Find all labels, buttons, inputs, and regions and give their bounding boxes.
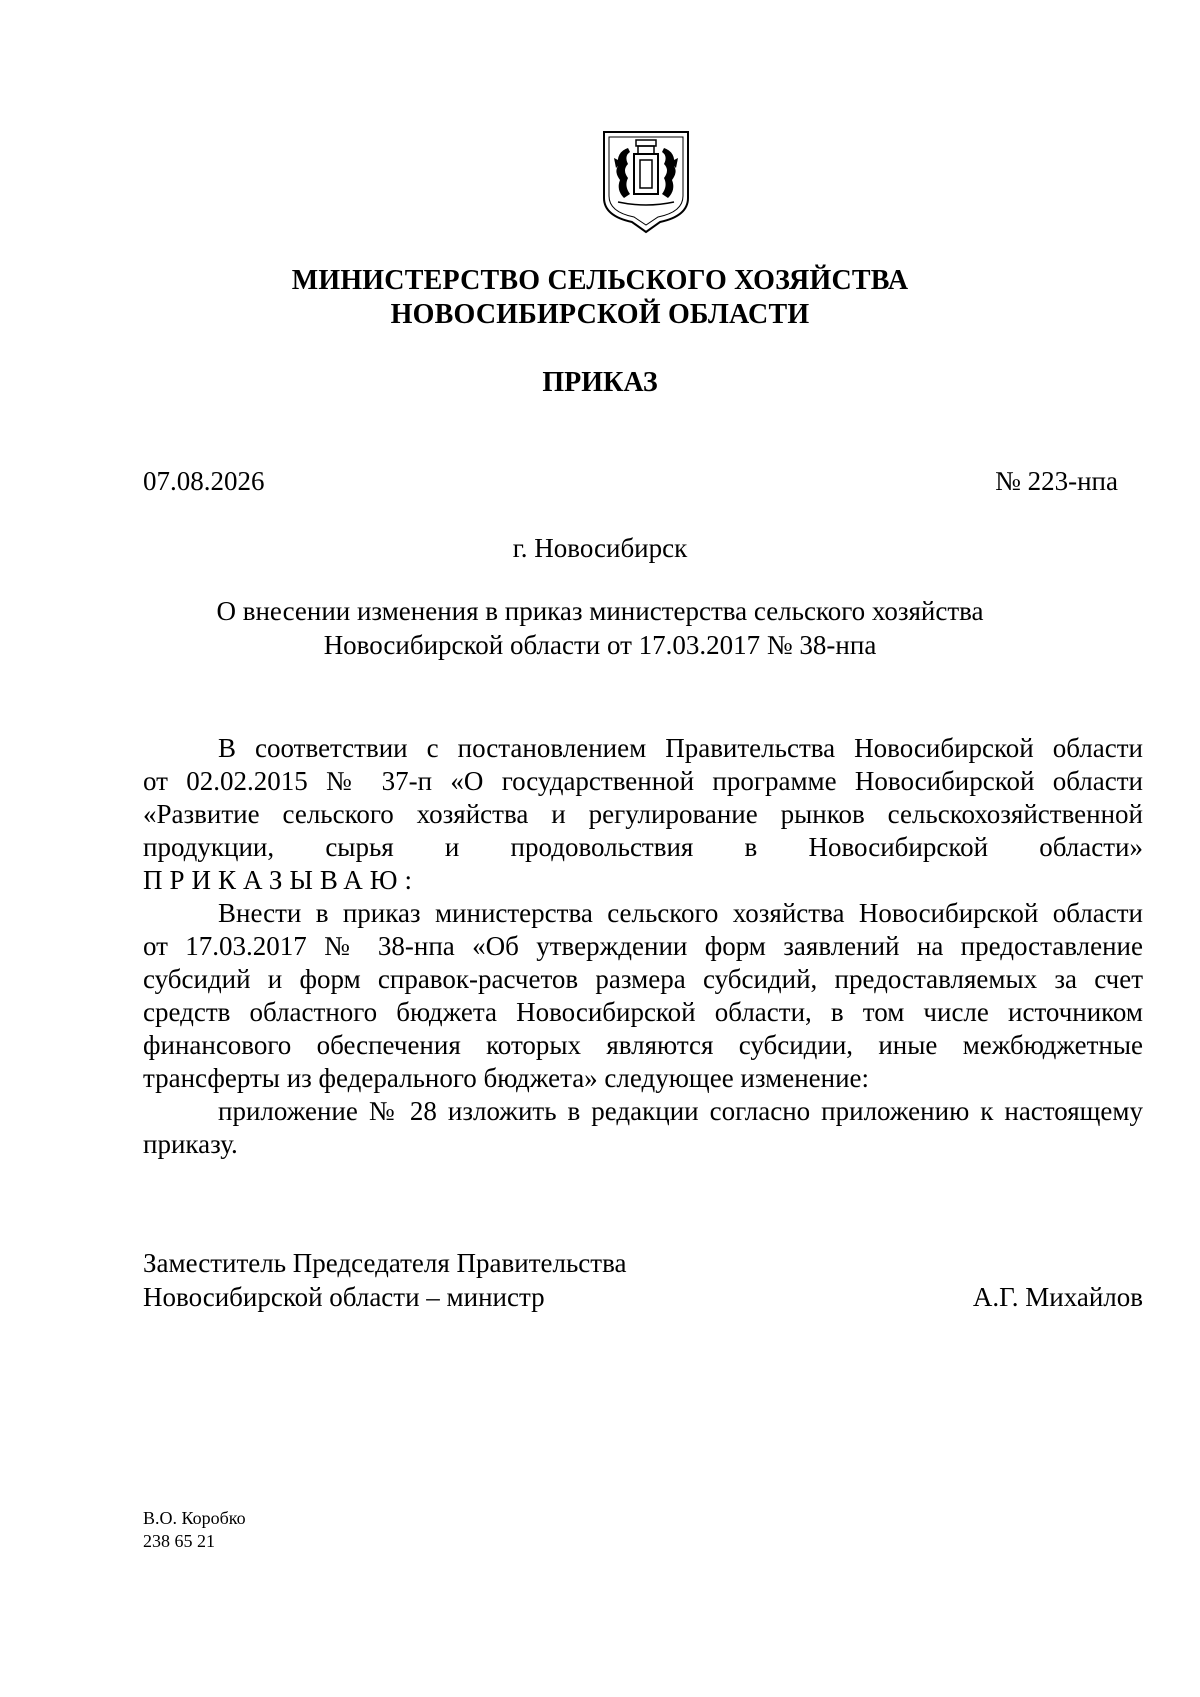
document-date: 07.08.2026 bbox=[143, 466, 265, 496]
body-paragraph-1-line-3: «Развитие сельского хозяйства и регулирование рынков сельскохозяйственной bbox=[143, 799, 1143, 829]
executor-name: В.О. Коробко bbox=[143, 1508, 246, 1528]
ministry-name-line-2: НОВОСИБИРСКОЙ ОБЛАСТИ bbox=[390, 299, 810, 330]
signatory-name: А.Г. Михайлов bbox=[972, 1282, 1143, 1312]
body-paragraph-2-line-3: субсидий и форм справок-расчетов размера субсидий, предоставляемых за счет bbox=[143, 964, 1143, 994]
body-paragraph-1-line-1: В соответствии с постановлением Правительства Новосибирской области bbox=[218, 733, 1143, 763]
body-paragraph-3-line-1: приложение № 28 изложить в редакции согласно приложению к настоящему bbox=[218, 1096, 1143, 1126]
body-paragraph-3-line-2: приказу. bbox=[143, 1129, 238, 1159]
document-city: г. Новосибирск bbox=[512, 533, 688, 563]
document-type: ПРИКАЗ bbox=[542, 367, 658, 398]
body-paragraph-2-line-4: средств областного бюджета Новосибирской области, в том числе источником bbox=[143, 997, 1143, 1027]
subject-line-1: О внесении изменения в приказ министерства сельского хозяйства bbox=[216, 596, 984, 626]
subject-line-2: Новосибирской области от 17.03.2017 № 38-нпа bbox=[323, 630, 877, 660]
document-number: № 223-нпа bbox=[995, 466, 1118, 496]
body-paragraph-2-line-1: Внести в приказ министерства сельского хозяйства Новосибирской области bbox=[218, 898, 1143, 928]
signatory-title-line-1: Заместитель Председателя Правительства bbox=[143, 1248, 627, 1278]
body-paragraph-1-line-4: продукции, сырья и продовольствия в Новосибирской области» bbox=[143, 832, 1143, 862]
order-keyword: ПРИКАЗЫВАЮ: bbox=[143, 865, 419, 895]
body-paragraph-1-line-2: от 02.02.2015 № 37-п «О государственной программе Новосибирской области bbox=[143, 766, 1143, 796]
signatory-title-line-2: Новосибирской области – министр bbox=[143, 1282, 545, 1312]
executor-phone: 238 65 21 bbox=[143, 1531, 215, 1551]
ministry-name-line-1: МИНИСТЕРСТВО СЕЛЬСКОГО ХОЗЯЙСТВА bbox=[291, 265, 909, 296]
body-paragraph-2-line-6: трансферты из федерального бюджета» следующее изменение: bbox=[143, 1063, 870, 1093]
body-paragraph-2-line-5: финансового обеспечения которых являются субсидии, иные межбюджетные bbox=[143, 1030, 1143, 1060]
coat-of-arms-icon bbox=[600, 128, 692, 236]
body-paragraph-2-line-2: от 17.03.2017 № 38-нпа «Об утверждении форм заявлений на предоставление bbox=[143, 931, 1143, 961]
